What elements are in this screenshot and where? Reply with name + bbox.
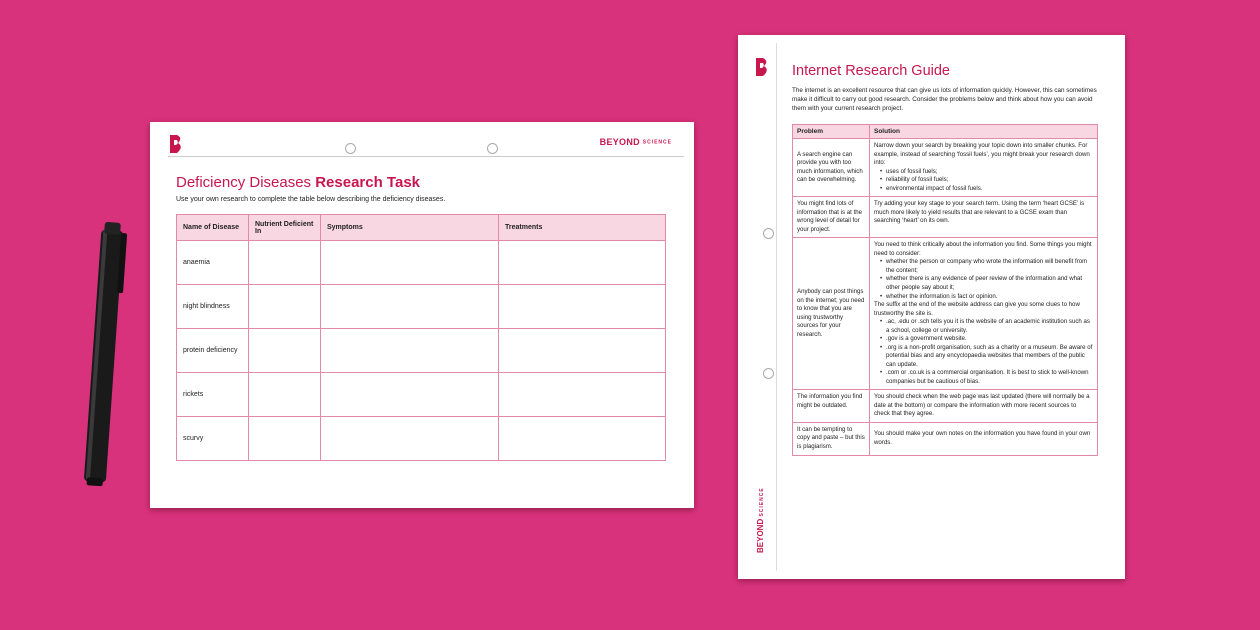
disease-name: night blindness bbox=[177, 285, 249, 329]
table-row bbox=[177, 329, 666, 373]
research-guide-table bbox=[792, 124, 1098, 456]
header-cell: Problem bbox=[793, 125, 870, 139]
bullet-item: • environmental impact of fossil fuels. bbox=[880, 185, 1093, 194]
margin-line bbox=[776, 43, 777, 571]
header-cell: Treatments bbox=[499, 215, 666, 241]
solution-cell: You should make your own notes on the information you have found in your own words. bbox=[870, 422, 1098, 455]
empty-cell[interactable] bbox=[499, 329, 666, 373]
solution-text: The suffix at the end of the website address can give you some clues to how trustworthy the site is. bbox=[874, 301, 1080, 317]
intro-text: The internet is an excellent resource that can give us lots of information quickly. However, this can sometimes make it difficult to carry out good research. Consider the problems below and think about how you can avoid them with your current research project. bbox=[792, 87, 1097, 112]
empty-cell[interactable] bbox=[249, 285, 321, 329]
logo-icon bbox=[168, 134, 184, 154]
brand-logo: BEYOND SCIENCE bbox=[599, 137, 672, 147]
table-row bbox=[793, 197, 1098, 238]
solution-text: Narrow down your search by breaking your topic down into smaller chunks. For example, instead of searching ‘fossil fuels’, you might break your research down into: bbox=[874, 142, 1090, 167]
disease-table bbox=[176, 214, 666, 461]
table-row bbox=[177, 241, 666, 285]
solution-text: You need to think critically about the information you find. Some things you might need to consider: bbox=[874, 241, 1092, 257]
header-cell: Nutrient Deficient In bbox=[249, 215, 321, 241]
empty-cell[interactable] bbox=[499, 285, 666, 329]
bullet-item: • .ac, .edu or .sch tells you it is the website of an academic institution such as a school, college or university. bbox=[880, 318, 1093, 335]
problem-cell: You might find lots of information that is at the wrong level of detail for your project. bbox=[793, 197, 870, 238]
empty-cell[interactable] bbox=[321, 285, 499, 329]
empty-cell[interactable] bbox=[249, 417, 321, 461]
punch-hole bbox=[763, 368, 774, 379]
bullet-item: • .org is a non-profit organisation, such as a charity or a museum. Be aware of potential bias and any encyclopaedia websites that members of the public can update. bbox=[880, 344, 1093, 370]
punch-hole bbox=[763, 228, 774, 239]
punch-hole bbox=[487, 143, 498, 154]
solution-cell bbox=[870, 139, 1098, 197]
header-cell: Name of Disease bbox=[177, 215, 249, 241]
research-task-worksheet bbox=[150, 122, 694, 508]
header-cell: Solution bbox=[870, 125, 1098, 139]
empty-cell[interactable] bbox=[321, 373, 499, 417]
page-title: Internet Research Guide bbox=[792, 63, 950, 79]
header-divider bbox=[168, 156, 684, 157]
brand-logo-vertical: BEYOND SCIENCE bbox=[756, 487, 765, 553]
problem-cell: Anybody can post things on the internet; you need to know that you are using trustworthy sources for your research. bbox=[793, 238, 870, 390]
disease-name: scurvy bbox=[177, 417, 249, 461]
intro-text: Use your own research to complete the table below describing the deficiency diseases. bbox=[176, 196, 446, 203]
bullet-item: • .com or .co.uk is a commercial organisation. It is best to stick to well-known companies but be cautious of bias. bbox=[880, 369, 1093, 386]
pen-image bbox=[0, 0, 160, 630]
bullet-item: • whether the information is fact or opinion. bbox=[880, 293, 1093, 302]
table-row bbox=[793, 390, 1098, 423]
disease-name: rickets bbox=[177, 373, 249, 417]
solution-cell: Try adding your key stage to your search term. Using the term ‘heart GCSE’ is much more likely to yield results that are relevant to a GCSE exam than searching ‘heart’ on its own. bbox=[870, 197, 1098, 238]
empty-cell[interactable] bbox=[321, 329, 499, 373]
header-cell: Symptoms bbox=[321, 215, 499, 241]
table-header-row bbox=[793, 125, 1098, 139]
disease-name: anaemia bbox=[177, 241, 249, 285]
empty-cell[interactable] bbox=[321, 241, 499, 285]
table-row bbox=[177, 417, 666, 461]
table-row bbox=[793, 238, 1098, 390]
empty-cell[interactable] bbox=[249, 241, 321, 285]
empty-cell[interactable] bbox=[249, 329, 321, 373]
page-title: Deficiency Diseases Research Task bbox=[176, 174, 421, 191]
empty-cell[interactable] bbox=[499, 241, 666, 285]
punch-hole bbox=[345, 143, 356, 154]
problem-cell: A search engine can provide you with too much information, which can be overwhelming. bbox=[793, 139, 870, 197]
internet-research-guide bbox=[738, 35, 1125, 579]
table-row bbox=[793, 422, 1098, 455]
bullet-item: • uses of fossil fuels; bbox=[880, 168, 1093, 177]
table-row bbox=[177, 373, 666, 417]
bullet-item: • whether the person or company who wrote the information will benefit from the content; bbox=[880, 258, 1093, 275]
problem-cell: It can be tempting to copy and paste – but this is plagiarism. bbox=[793, 422, 870, 455]
logo-icon bbox=[754, 57, 770, 77]
empty-cell[interactable] bbox=[499, 373, 666, 417]
bullet-item: • reliability of fossil fuels; bbox=[880, 176, 1093, 185]
solution-cell: You should check when the web page was last updated (there will normally be a date at the bottom) or compare the information with more recent sources to check that they agree. bbox=[870, 390, 1098, 423]
table-row bbox=[177, 285, 666, 329]
bullet-item: • whether there is any evidence of peer review of the information and what other people say about it; bbox=[880, 275, 1093, 292]
bullet-item: • .gov is a government website. bbox=[880, 335, 1093, 344]
table-row bbox=[793, 139, 1098, 197]
solution-cell bbox=[870, 238, 1098, 390]
empty-cell[interactable] bbox=[249, 373, 321, 417]
table-header-row bbox=[177, 215, 666, 241]
empty-cell[interactable] bbox=[499, 417, 666, 461]
empty-cell[interactable] bbox=[321, 417, 499, 461]
disease-name: protein deficiency bbox=[177, 329, 249, 373]
problem-cell: The information you find might be outdated. bbox=[793, 390, 870, 423]
